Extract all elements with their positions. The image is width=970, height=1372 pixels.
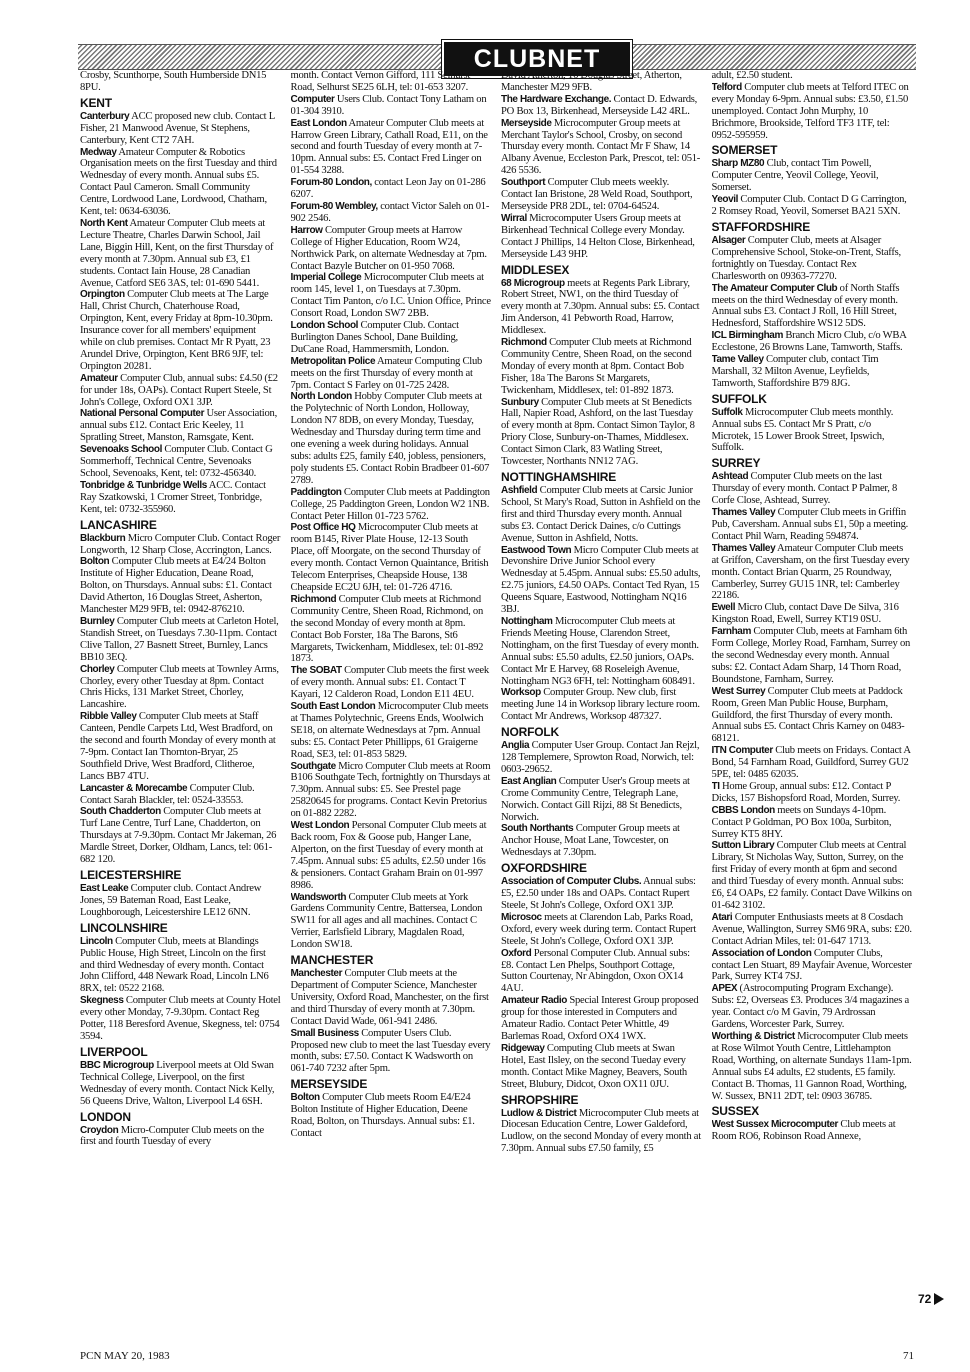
club-entry bbox=[80, 289, 281, 372]
club-details: Computer Clubs, contact Len Stuart, 89 Mayfair Avenue, Worcester Park, Surrey KT4 7SJ. bbox=[711, 947, 912, 983]
club-name: Canterbury bbox=[80, 110, 130, 122]
club-entry bbox=[501, 213, 702, 261]
club-entry bbox=[501, 995, 702, 1043]
club-entry bbox=[501, 687, 702, 723]
club-entry bbox=[712, 158, 913, 194]
club-details: Hobby Computer Club meets at the Polytechnic of North London, Holloway, London N7 8DB, on every Monday, Tuesday, Wednesday and Thursday during term time and one evening a week during holidays. Annual subs: adults £25, family £40, jobless, pensioners, poly students £5. Contact Robin Bradbeer 01-607 2789. bbox=[290, 391, 490, 486]
club-details: Microcomputer Club meets at Rose Wilmot Youth Centre, Littlehampton Road, Worthing, on alternate Sundays 11am-1pm. Annual subs £4 adults, £2 students, £5 family. Contact B. Thomas, 11 Gannon Road, Worthing, W. Sussex, BN11 2DT, tel: 0903 36785. bbox=[711, 1030, 912, 1102]
club-details: Microcomputer Users Group meets at Birkenhead Technical College every Monday. Contact J Phillips, 14 Helton Close, Birkenhead, Merseyside L43 9HP. bbox=[501, 212, 695, 260]
club-entry bbox=[80, 533, 281, 557]
club-name: Ludlow & District bbox=[501, 1107, 577, 1119]
club-name: ICL Birmingham bbox=[711, 330, 783, 342]
club-entry bbox=[501, 1043, 702, 1091]
club-name: Small Business bbox=[290, 1027, 359, 1039]
club-entry bbox=[80, 444, 281, 480]
club-entry bbox=[291, 761, 492, 821]
club-name: West London bbox=[290, 820, 350, 832]
club-name: Wirral bbox=[501, 212, 527, 224]
club-entry bbox=[291, 201, 492, 225]
club-entry bbox=[712, 507, 913, 543]
club-details: ACC proposed new club. Contact L Fisher, 21 Manwood Avenue, St Stephens, Canterbury, Kent CT2 7AH. bbox=[80, 110, 275, 146]
club-entry bbox=[712, 407, 913, 455]
club-entry bbox=[291, 225, 492, 273]
club-name: Medway bbox=[80, 146, 117, 158]
club-details: Computer Club meets the first week of every month. Annual subs: £1. Contact T Kayari, 12 Calderon Road, London E11 4EU. bbox=[290, 665, 489, 701]
region-heading: SUSSEX bbox=[711, 1104, 759, 1119]
club-name: North London bbox=[290, 391, 352, 403]
region-heading: KENT bbox=[80, 95, 112, 110]
club-entry bbox=[501, 337, 702, 397]
region-heading: SOMERSET bbox=[711, 143, 778, 158]
club-entry bbox=[80, 995, 281, 1043]
club-name: Paddington bbox=[290, 486, 342, 498]
club-name: Metropolitan Police bbox=[290, 355, 376, 367]
club-details: Computer Club meets at the Department of Computer Science, Manchester University, Oxford Road, Manchester, on the first and third Thursday of every month at 7.30pm. Contact David Wade, 061-941 2486. bbox=[290, 968, 489, 1027]
club-name: South Northants bbox=[501, 823, 574, 835]
club-entry bbox=[501, 118, 702, 178]
club-details: Amateur Computer & Robotics Organisation meets on the first Tuesday and third Wednesday of every month. Annual subs £5. Contact Paul Cameron. Small Community Centre, Lordwood Lane, Lordwood, Chatham, Kent, tel: 0634-63036. bbox=[80, 146, 277, 218]
region-heading: LEICESTERSHIRE bbox=[80, 868, 182, 882]
club-details: Computer Club. Contact Burlington Danes School, Dane Building, DuCane Road, Hammersmith, London. bbox=[290, 320, 459, 355]
column-1 bbox=[80, 70, 281, 1320]
club-details: Amateur Computer Club meets at Lecture Theatre, Charles Darwin School, Jail Lane, Biggin Hill, Kent, on the first Thursday of every month at 7.30pm. Annual sub £3, £1 students. Contact Iain House, 28 Canadian Avenue, Catford SE6 3AS, tel: 01-690 5441. bbox=[80, 217, 274, 289]
region-heading: SHROPSHIRE bbox=[501, 1092, 579, 1107]
club-entry bbox=[501, 616, 702, 687]
club-entry bbox=[291, 177, 492, 201]
club-details: Micro Computer Club meets at Devonshire Drive Junior School every Wednesday at 5.45pm. Annual subs: £5.50 adults, £2.75 juniors, £4.50 OAPs. Contact Ted Ryan, 15 Queens Square, Eastwood, Nottingham NQ16 3BJ. bbox=[501, 544, 701, 616]
club-name: Yeovil bbox=[711, 194, 739, 206]
region-heading: LANCASHIRE bbox=[80, 517, 157, 532]
club-entry bbox=[291, 320, 492, 356]
club-name: Worksop bbox=[501, 687, 541, 699]
club-name: Eastwood Town bbox=[501, 544, 572, 556]
club-entry bbox=[291, 665, 492, 701]
club-details: Computer Club. Contact Sarah Blackler, tel: 0524-33553. bbox=[80, 782, 255, 806]
club-details: Computer Users Club. Proposed new club to meet the last Tuesday every month, subs: £7.50. Contact K Wadsworth on 061-740 7232 after 5pm. bbox=[290, 1027, 491, 1075]
club-name: South East London bbox=[290, 701, 376, 713]
club-details: of North Staffs meets on the third Wednesday of every month. Annual subs £3. Contact J Roll, 16 Hill Street, Hednesford, Staffordshire WS12 5DS. bbox=[711, 282, 900, 330]
region-heading: MERSEYSIDE bbox=[290, 1077, 368, 1092]
club-name: Manchester bbox=[290, 968, 343, 980]
club-details: Computer Group meets at Anchor House, Moat Lane, Towcester, on Wednesdays at 7.30pm. bbox=[501, 823, 680, 859]
club-name: West Surrey bbox=[711, 685, 766, 697]
club-details: User Association, annual subs £12. Contact Eric Keeley, 11 Spratling Street, Manston, Ramsgate, Kent. bbox=[80, 408, 277, 444]
region-heading: STAFFORDSHIRE bbox=[711, 219, 811, 234]
club-entry bbox=[291, 1028, 492, 1076]
club-name: Computer bbox=[290, 93, 335, 105]
club-name: Telford bbox=[711, 81, 742, 93]
club-details: Micro Club, contact Dave De Silva, 316 Kingston Road, Ewell, Surrey KT19 0SU. bbox=[711, 602, 899, 626]
club-details: Computer Club meets at St Benedicts Hall, Napier Road, Ashford, on the last Tuesday of every month at 8pm. Contact Simon Taylor, 8 Priory Close, Sunbury-on-Thames, Middlesex. Contact Simon Clark, 83 Watling Street, Towcester, Northants NN12 7AG. bbox=[501, 396, 695, 468]
club-details: Microcomputer Group meets at Merchant Taylor's School, Crosby, on second Thursday every month. Contact Mr F Shaw, 14 Albany Avenue, Eccleston Park, Prescot, tel: 051-426 5536. bbox=[501, 117, 701, 177]
club-entry bbox=[501, 278, 702, 338]
column-2 bbox=[291, 70, 492, 1320]
club-name: Anglia bbox=[501, 740, 530, 752]
club-details: Microcomputer Club meets at Friends Meeting House, Clarendon Street, Nottingham, on the first Tuesday of every month. Annual subs: £5.50 adults, £2.50 juniors, OAPs. Contact Mr E Harvey, 68 Roseleigh Avenue, Nottingham NG3 6FH, tel: Nottingham 608491. bbox=[501, 615, 699, 687]
club-details: Computer Club meets at Paddington College, 25 Paddington Green, London W2 1NB. Contact Peter Hillon 01-723 5762. bbox=[290, 486, 490, 522]
club-name: ITN Computer bbox=[711, 745, 773, 757]
club-entry bbox=[291, 968, 492, 1028]
club-details: Computer User Group. Contact Jan Rejzl, 128 Templemere, Sprowton Road, Norwich, tel: 0603-29652. bbox=[501, 740, 700, 775]
club-name: Richmond bbox=[501, 337, 547, 349]
club-name: Suffolk bbox=[711, 406, 743, 418]
club-details: Annual subs: £5, £2.50 under 18s and OAPs. Contact Rupert Steele, St John's College, Oxford OX1 3JP. bbox=[501, 876, 696, 911]
club-entry bbox=[80, 373, 281, 409]
club-name: Oxford bbox=[501, 947, 532, 959]
club-entry bbox=[712, 602, 913, 626]
club-entry bbox=[712, 912, 913, 948]
club-name: Ridgeway bbox=[501, 1042, 545, 1054]
club-name: Lancaster & Morecambe bbox=[80, 782, 188, 794]
club-entry bbox=[80, 480, 281, 516]
club-entry bbox=[80, 111, 281, 147]
continued-entry-text: David Atherton, 16 Douglas Street, Atherton, Manchester M29 9FB. bbox=[501, 70, 682, 93]
club-name: Imperial College bbox=[290, 272, 362, 284]
club-details: Personal Computer Club. Annual subs: £8. Contact Len Phelps, Southport Cottage, Sutton Courtenay, Nr Abingdon, Oxon OX14 4AU. bbox=[501, 947, 690, 995]
club-details: Computer Enthusiasts meets at 8 Cosdach Avenue, Wallington, Surrey SM6 9RA, subs: £20. Contact Adrian Miles, tel: 01-647 1713. bbox=[711, 911, 912, 947]
club-name: Forum-80 London, bbox=[290, 177, 372, 189]
club-entry bbox=[291, 391, 492, 486]
club-entry bbox=[80, 556, 281, 616]
club-details: contact Victor Saleh on 01-902 2546. bbox=[290, 200, 490, 224]
club-entry bbox=[80, 1125, 281, 1149]
region-heading: MANCHESTER bbox=[290, 953, 374, 968]
club-name: Association of Computer Clubs. bbox=[501, 876, 642, 888]
club-details: Computer User's Group meets at Crome Community Centre, Telegraph Lane, Norwich. Contact Gill Rijzi, 88 St Benedicts, Norwich. bbox=[501, 775, 690, 823]
club-name: Sharp MZ80 bbox=[711, 158, 765, 170]
club-entry bbox=[712, 948, 913, 984]
club-details: Amateur Computer Club meets at Griffon, Caversham, on the first Tuesday every month. Contact Brian Quarm, 25 Roundway, Camberley, Surrey GU15 1NR, tel: Camberley 22186. bbox=[711, 542, 910, 602]
club-entry bbox=[291, 1092, 492, 1140]
clubnet-banner bbox=[78, 44, 916, 73]
club-entry bbox=[501, 545, 702, 616]
club-details: Microcomputer Club meets at Thames Polytechnic, Greens Ends, Woolwich SE18, on alternate Wednesdays at 7pm. Annual subs: £5. Contact Peter Phillipps, 61 Graigerne Road, SE3, tel: 01-853 5829. bbox=[290, 701, 489, 760]
club-name: National Personal Computer bbox=[80, 408, 205, 420]
club-name: Amateur Radio bbox=[501, 995, 567, 1007]
club-name: Chorley bbox=[80, 663, 115, 675]
club-name: Southport bbox=[501, 177, 546, 189]
club-details: Computer club. Contact Andrew Jones, 59 Bateman Road, East Leake, Loughborough, Leicestershire LE12 6NN. bbox=[80, 883, 262, 918]
club-entry bbox=[80, 1060, 281, 1108]
club-details: contact Leon Jay on 01-286 6207. bbox=[290, 177, 486, 201]
club-name: Skegness bbox=[80, 995, 124, 1007]
region-heading: LONDON bbox=[80, 1109, 131, 1124]
club-entry bbox=[80, 408, 281, 444]
club-details: Personal Computer Club meets at Back room, Fox & Goose pub, Hanger Lane, Alperton, on the first Tuesday of every month at 7.45pm. Annual subs: £5 adults, £2.50 under 16s & pensioners. Contact Graham Brain on 01-997 8986. bbox=[290, 820, 487, 891]
club-name: East Anglian bbox=[501, 775, 557, 787]
club-details: Computing Club meets at Swan Hotel, East Ilsley, on the second Tueday every month. Contact Mike Magney, Beavers, South Street, Blubury, Didcot, Oxon OX11 0JU. bbox=[501, 1042, 687, 1090]
club-entry bbox=[80, 616, 281, 664]
club-entry bbox=[712, 805, 913, 841]
club-entry bbox=[291, 118, 492, 178]
club-details: Micro Computer Club meets at Room B106 Southgate Tech, fortnightly on Thursdays at 7.30pm. Annual subs: £5. See Prestel page 25820645 for programs. Contact Kevin Pretorius on 01-882 2282. bbox=[290, 760, 491, 820]
continued-entry-text: month. Contact Vernon Gifford, 111 Selhurst Road, Selhurst SE25 6LH, tel: 01-653 3207. bbox=[290, 70, 471, 93]
club-entry bbox=[291, 522, 492, 593]
listing-columns bbox=[80, 70, 912, 1320]
club-name: Thames Valley bbox=[711, 507, 776, 519]
club-details: Computer Club meets at Carleton Hotel, Standish Street, on Tuesdays 7.30-11pm. Contact Clive Tallon, 27 Basnett Street, Burnley, Lancs BB10 3EQ. bbox=[80, 615, 279, 663]
continued-marker bbox=[918, 1292, 944, 1306]
club-details: Users Club. Contact Tony Latham on 01-304 3910. bbox=[290, 93, 487, 117]
column-3 bbox=[501, 70, 702, 1320]
club-details: Computer Club meets at Carsic Junior School, St Mary's Road, Sutton in Ashfield on the first and third Thursday every month. Annual subs £3. Contact Derick Daines, c/o Cuttings Avenue, Sutton in Ashfield, Notts. bbox=[501, 485, 701, 544]
club-entry bbox=[291, 892, 492, 952]
club-details: Club, contact Tim Powell, Computer Centre, Yeovil College, Yeovil, Somerset. bbox=[711, 158, 879, 194]
club-entry bbox=[80, 806, 281, 866]
club-entry bbox=[712, 1119, 913, 1143]
club-entry bbox=[291, 94, 492, 118]
club-name: APEX bbox=[711, 983, 738, 995]
banner-title: CLUBNET bbox=[442, 40, 632, 78]
club-details: Computer Club meets at Turf Lane Centre, Turf Lane, Chadderton, on Thursdays at 7-9.30pm. Contact Mr Jakeman, 26 Mardle Street, Dorker, Oldham, Lancs, tel: 061-682 120. bbox=[80, 806, 277, 866]
club-details: Computer Club. Contact D G Carrington, 2 Romsey Road, Yeovil, Somerset BA21 5XN. bbox=[711, 194, 907, 218]
footer-page-number: 71 bbox=[903, 1350, 914, 1362]
club-entry bbox=[501, 912, 702, 948]
club-entry bbox=[712, 283, 913, 331]
club-entry bbox=[501, 823, 702, 859]
club-name: Amateur bbox=[80, 372, 118, 384]
club-name: London School bbox=[290, 320, 359, 332]
club-name: Merseyside bbox=[501, 117, 552, 129]
club-entry bbox=[291, 820, 492, 891]
club-details: ACC. Contact Ray Szatkowski, 1 Cromer Street, Tonbridge, Kent, tel: 0732-355960. bbox=[80, 479, 266, 515]
column-4 bbox=[712, 70, 913, 1320]
club-entry bbox=[291, 701, 492, 761]
footer-issue: PCN MAY 20, 1983 bbox=[80, 1350, 170, 1362]
club-name: Post Office HQ bbox=[290, 522, 356, 534]
region-heading: LINCOLNSHIRE bbox=[80, 920, 168, 935]
club-details: Micro-Computer Club meets on the first and fourth Tuesday of every bbox=[80, 1124, 264, 1148]
club-name: Nottingham bbox=[501, 615, 553, 627]
club-name: Worthing & District bbox=[711, 1030, 795, 1042]
club-details: Amateur Computer Club meets at Harrow Green Library, Cathall Road, E11, on the second and fourth Tuesday of every month at 7-10pm. Annual subs: £5. Contact Fred Linger on 01-554 3288. bbox=[290, 117, 488, 177]
club-details: Home Group, annual subs: £12. Contact P Dicks, 157 Bishopsford Road, Morden, Surrey. bbox=[711, 780, 901, 804]
club-name: Harrow bbox=[290, 224, 323, 236]
club-details: Computer Club. Contact G Sommerhoff, Technical Centre, Sevenoaks School, Sevenoaks, Kent, tel: 0732-456340. bbox=[80, 444, 273, 479]
club-name: Farnham bbox=[711, 626, 751, 638]
club-entry bbox=[291, 487, 492, 523]
club-entry bbox=[80, 711, 281, 782]
club-details: meets at Regents Park Library, Robert Street, NW1, on the third Tuesday of every month at 7.30pm. Annual subs: £5. Contact Jim Anderson, 41 Pebworth Road, Harrow, Middlesex. bbox=[501, 277, 700, 337]
club-name: Ashfield bbox=[501, 485, 538, 496]
club-name: Burnley bbox=[80, 615, 115, 627]
club-details: Computer Club meets Room E4/E24 Bolton Institute of Higher Education, Deene Road, Bolton, on Thursdays. Annual subs: £1. Contact bbox=[290, 1092, 475, 1139]
club-details: Special Interest Group proposed group for those interested in Computers and Amateur Radio. Contact Peter Whittle, 49 Barlemas Road, Oxford OX4 1WX. bbox=[501, 995, 699, 1042]
club-entry bbox=[712, 686, 913, 746]
club-entry bbox=[80, 664, 281, 712]
club-entry bbox=[501, 177, 702, 213]
club-details: Computer Club meets at Paddock Room, Green Man Public House, Burpham, Guildford, the first Thursday of every month. Annual subs £5. Contact Chris Karney on 0483-68121. bbox=[711, 685, 905, 745]
club-entry bbox=[712, 781, 913, 805]
club-entry bbox=[712, 983, 913, 1031]
club-details: Computer Club, meets at Blandings Public House, High Street, Lincoln on the first and third Wednesday of every month. Contact John Clifford, 448 Newark Road, Lincoln LN6 8RX, tel: 0522 2168. bbox=[80, 935, 269, 995]
continued-entry-text: adult, £2.50 student. bbox=[711, 70, 793, 81]
club-details: Club meets at Room RO6, Robinson Road Annexe, bbox=[711, 1119, 896, 1143]
club-name: Tame Valley bbox=[711, 354, 764, 366]
club-entry bbox=[80, 147, 281, 218]
club-details: meets at Clarendon Lab, Parks Road, Oxford, every week during term. Contact Rupert Steele, St John's College, Oxford OX1 3JP. bbox=[501, 911, 697, 947]
region-heading: SURREY bbox=[711, 456, 761, 471]
club-name: The SOBAT bbox=[290, 665, 342, 677]
club-entry bbox=[501, 876, 702, 912]
club-details: Computer Club meets on the last Thursday of every month. Contact P Palmer, 8 Corfe Close, Ashtead, Surrey. bbox=[711, 471, 898, 507]
club-entry bbox=[712, 745, 913, 781]
club-name: CBBS London bbox=[711, 804, 775, 816]
club-entry bbox=[712, 82, 913, 142]
club-entry bbox=[501, 740, 702, 776]
club-details: meets on Sundays 4-10pm. Contact P Goldman, PO Box 100a, Surbiton, Surrey KT5 8HY. bbox=[711, 804, 892, 840]
club-entry bbox=[501, 94, 702, 118]
club-name: Sevenoaks School bbox=[80, 444, 162, 456]
club-name: North Kent bbox=[80, 217, 128, 229]
club-details: Computer Club, annual subs: £4.50 (£2 for under 18s, OAPs). Contact Rupert Steele, St John's College, Oxford OX1 3JP. bbox=[80, 372, 278, 408]
club-entry bbox=[712, 626, 913, 686]
club-entry bbox=[291, 594, 492, 665]
club-details: Computer Club meets at York Gardens Community Centre, Battersea, London SW11 for all ages and all machines. Contact C Verrier, Earlsfield Library, Magdalen Road, London SW18. bbox=[290, 891, 483, 951]
region-heading: MIDDLESEX bbox=[501, 262, 570, 277]
club-details: Microcomputer Club meets monthly. Annual subs £5. Contact Mr S Pratt, c/o Microtek, 15 Lower Brook Street, Ipswich, Suffolk. bbox=[711, 406, 894, 454]
club-entry bbox=[712, 330, 913, 354]
region-heading: OXFORDSHIRE bbox=[501, 861, 587, 876]
club-name: East Leake bbox=[80, 883, 129, 894]
region-heading: NORFOLK bbox=[501, 725, 559, 740]
continued-entry-text: Crosby, Scunthorpe, South Humberside DN15 8PU. bbox=[80, 70, 267, 93]
club-name: Orpington bbox=[80, 289, 125, 301]
club-details: Amateur Computing Club meets on the first Thursday of every month at 7pm. Contact S Farley on 01-725 2428. bbox=[290, 355, 483, 391]
club-name: Alsager bbox=[711, 234, 746, 246]
club-details: Club meets on Fridays. Contact A Bond, 54 Farnham Road, Guildford, Surrey GU2 5PE, tel: 0485 62035. bbox=[711, 745, 911, 781]
club-name: Croydon bbox=[80, 1124, 119, 1136]
club-details: Computer Club meets in Griffin Pub, Caversham. Annual subs £1, 50p a meeting. Contact Phil Warn, Reading 594874. bbox=[711, 507, 909, 542]
club-name: Bolton bbox=[80, 556, 110, 568]
club-name: Bolton bbox=[290, 1092, 320, 1104]
club-name: Blackburn bbox=[80, 532, 126, 544]
club-name: Southgate bbox=[290, 760, 336, 772]
region-heading: SUFFOLK bbox=[711, 391, 767, 406]
club-details: Computer Club meets at Central Library, St Nicholas Way, Sutton, Surrey, on the first Friday of every month at 6pm and second and third Tuesday of every month. Annual subs: £6, £4 OAPs, £2 family. Contact Dave Wilkins on 01-642 3102. bbox=[711, 840, 912, 911]
club-details: Microcomputer Club meets at room 145, level 1, on Tuesdays at 7.30pm. Contact Tim Panton, c/o I.C. Union Office, Prince Consort Road, London SW7 2BB. bbox=[290, 272, 491, 320]
club-name: West Sussex Microcomputer bbox=[711, 1119, 839, 1131]
club-name: BBC Microgroup bbox=[80, 1059, 154, 1071]
club-details: Computer Club meets weekly. Contact Ian Bristone, 28 Weld Road, Southport, Merseyside PR8 2DL, tel: 0704-64524. bbox=[501, 177, 693, 212]
club-name: Ashtead bbox=[711, 471, 749, 483]
club-name: Ribble Valley bbox=[80, 711, 137, 723]
club-entry bbox=[712, 194, 913, 218]
club-entry bbox=[712, 354, 913, 390]
continued-page-number: 72 bbox=[918, 1292, 932, 1306]
club-entry bbox=[291, 272, 492, 320]
club-name: 68 Microgroup bbox=[501, 277, 565, 289]
club-name: Richmond bbox=[290, 593, 337, 605]
club-entry bbox=[80, 936, 281, 996]
club-details: Computer Club meets at Staff Canteen, Pendle Carpets Ltd, West Bradford, on the second and fourth Monday of every month at 7-9pm. Contact Ian Thornton-Bryar, 25 Southfield Drive, West Bradford, Clitheroe, Lancs BB7 4TU. bbox=[80, 711, 276, 782]
club-name: Tonbridge & Tunbridge Wells bbox=[80, 479, 207, 491]
club-details: Micro Computer Club. Contact Roger Longworth, 12 Sharp Close, Accrington, Lancs. bbox=[80, 532, 281, 556]
club-entry bbox=[712, 543, 913, 603]
club-entry bbox=[291, 356, 492, 392]
club-name: Wandsworth bbox=[290, 891, 347, 903]
club-name: South Chadderton bbox=[80, 806, 161, 818]
club-name: Forum-80 Wembley, bbox=[290, 200, 378, 212]
club-entry bbox=[712, 471, 913, 507]
club-entry bbox=[80, 883, 281, 919]
club-details: (Astrocomputing Program Exchange). Subs: £2, Overseas £3. Produces 3/4 magazines a year. Contact c/o M Gavin, 79 Ardrossan Gardens, Worcester Park, Surrey. bbox=[711, 983, 909, 1031]
club-entry bbox=[712, 840, 913, 911]
club-name: Ewell bbox=[711, 602, 736, 614]
club-details: Computer Group. New club, first meeting June 14 in Worksop library lecture room. Contact Mr Andrews, Worksop 487327. bbox=[501, 687, 700, 723]
club-details: Computer Club meets at County Hotel every other Monday, 7-9.30pm. Contact Reg Potter, 118 Beresford Avenue, Skegness, tel: 0754 3594. bbox=[80, 995, 281, 1042]
club-name: East London bbox=[290, 117, 347, 129]
club-details: Microcomputer Club meets at Diocesan Education Centre, Lower Galdeford, Ludlow, on the second Monday of every month at 7.30pm. Annual subs £7.50 family, £5 bbox=[501, 1107, 701, 1155]
region-heading: NOTTINGHAMSHIRE bbox=[501, 470, 616, 484]
club-details: Computer Club meets at E4/24 Bolton Institute of Higher Education, Deane Road, Bolton, on Thursdays. Annual subs: £1. Contact David Atherton, 16 Douglas Street, Asherton, Manchester M29 9FB, tel: 0942-876210. bbox=[80, 556, 272, 616]
club-name: Sunbury bbox=[501, 396, 539, 408]
club-entry bbox=[80, 218, 281, 289]
club-entry bbox=[80, 783, 281, 807]
club-name: Thames Valley bbox=[711, 542, 776, 554]
club-entry bbox=[712, 1031, 913, 1102]
club-name: Association of London bbox=[711, 947, 812, 959]
club-details: Computer Club meets at The Large Hall, Christ Church, Chaterhouse Road, Orpington, Kent, every Friday at 8pm-10.30pm. Insurance cover for all members' equipment while on club premises. Contact Mr R Pyatt, 23 Arundel Drive, Orpington, Kent BR6 9JF, tel: Orpington 20281. bbox=[80, 289, 273, 372]
club-name: Microsoc bbox=[501, 911, 542, 923]
club-entry bbox=[501, 1108, 702, 1156]
club-entry bbox=[501, 485, 702, 545]
club-details: Computer Club meets at Richmond Community Centre, Sheen Road, on the second Monday of every month at 8pm. Contact Bob Fisher, 18a The Barons St Margarets, Twickenham, Middlesex, tel: 01-892 1873. bbox=[501, 337, 692, 396]
club-details: Computer Club, meets at Farnham 6th Form College, Morley Road, Farnham, Surrey on the second Wednesday every month. Annual subs: £2. Contact Adam Sharp, 14 Thorn Road, Boundstone, Farnham, Surrey. bbox=[711, 626, 911, 685]
club-details: Computer Club meets at Richmond Community Centre, Sheen Road, Richmond, on the second Monday of every month at 8pm. Contact Bob Forster, 18a The Barons, St6 Margarets, Twickenham, Middlesex, tel: 01-892 1873. bbox=[290, 593, 484, 665]
club-name: The Amateur Computer Club bbox=[711, 282, 838, 294]
club-name: The Hardware Exchange. bbox=[501, 93, 612, 105]
region-heading: LIVERPOOL bbox=[80, 1044, 148, 1059]
club-details: Branch Micro Club, c/o WBA Ecclestone, 26 Browns Lane, Tamworth, Staffs. bbox=[711, 330, 907, 354]
continued-arrow-icon bbox=[934, 1293, 944, 1305]
club-details: Computer Club, meets at Alsager Comprehensive School, Stoke-on-Trent, Staffs, fortnightly on Tuesday. Contact Rex Charlesworth on 09363-77270. bbox=[711, 234, 901, 282]
club-details: Computer Group meets at Harrow College of Higher Education, Room W24, Northwick Park, on alternate Wednesday at 7pm. Contact Bazyle Butcher on 01-950 7068. bbox=[290, 224, 487, 272]
club-details: Computer club, contact Tim Marshall, 32 Milton Avenue, Leyfields, Tamworth, Staffordshire B79 8JG. bbox=[711, 354, 879, 389]
club-details: Computer Club meets at Townley Arms, Chorley, every other Tuesday at 8pm. Contact Chris Hicks, 131 Market Street, Chorley, Lancashire. bbox=[80, 663, 279, 711]
club-details: Liverpool meets at Old Swan Technical College, Liverpool, on the first Wednesday of every month. Contact Nick Kelly, 56 Queens Drive, Walton, Liverpool L4 6SH. bbox=[80, 1059, 275, 1107]
club-entry bbox=[712, 235, 913, 283]
club-name: Sutton Library bbox=[711, 840, 775, 852]
club-details: Contact D. Edwards, PO Box 13, Birkenhead, Merseyside L42 4RL. bbox=[501, 93, 698, 117]
club-name: TI bbox=[711, 780, 720, 792]
club-entry bbox=[501, 948, 702, 996]
club-entry bbox=[501, 776, 702, 824]
club-name: Atari bbox=[711, 911, 733, 923]
club-details: Computer club meets at Telford ITEC on every Monday 6-9pm. Annual subs: £3.50, £1.50 unemployed. Contact John Murphy, 10 Brichmore, Brookside, Telford TF3 1TF, tel: 0952-595959. bbox=[711, 81, 909, 141]
club-entry bbox=[501, 397, 702, 468]
club-details: Microcomputer Club meets at room B145, River Plate House, 12-13 South Place, off Moorgate, on the second Thursday of every month. Contact Vernon Quaintance, British Telecom Enterprises, Cheapside House, 138 Cheapside EC2U 6JH, tel: 01-726 4716. bbox=[290, 522, 489, 593]
club-name: Lincoln bbox=[80, 935, 113, 947]
